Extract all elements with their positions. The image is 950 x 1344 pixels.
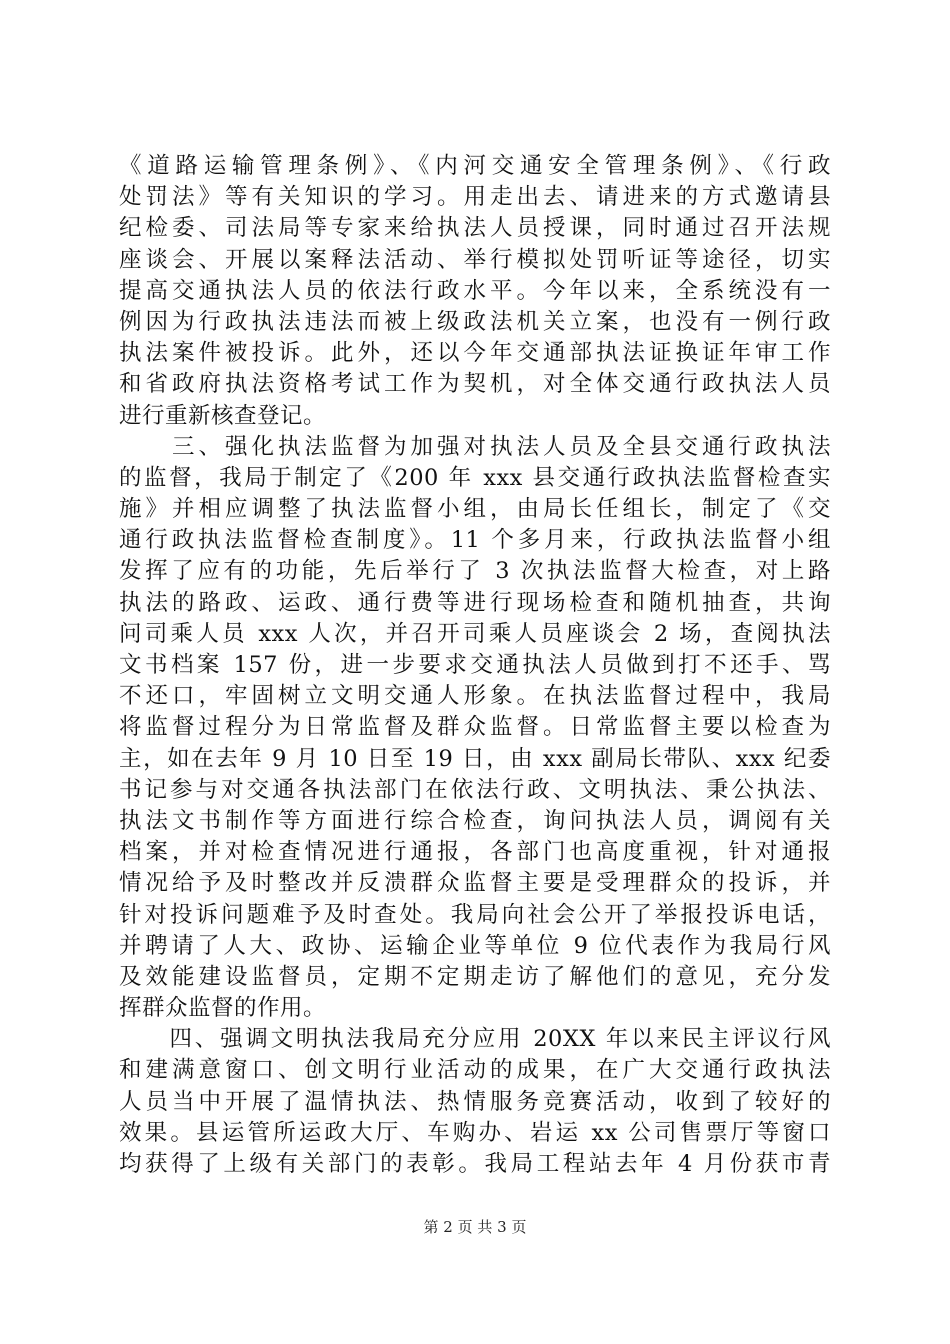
text-line: 纪检委、司法局等专家来给执法人员授课，同时通过召开法规 [119, 215, 831, 242]
text-line: 发挥了应有的功能，先后举行了 3 次执法监督大检查，对上路 [119, 558, 831, 585]
text-line: 和建满意窗口、创文明行业活动的成果，在广大交通行政执法 [119, 1057, 831, 1084]
text-line: 座谈会、开展以案释法活动、举行模拟处罚听证等途径，切实 [119, 246, 831, 273]
text-line: 执法案件被投诉。此外，还以今年交通部执法证换证年审工作 [119, 340, 831, 367]
text-line: 文书档案 157 份，进一步要求交通执法人员做到打不还手、骂 [119, 652, 831, 678]
text-line: 通行政执法监督检查制度》。11 个多月来，行政执法监督小组 [119, 527, 831, 554]
text-line: 《道路运输管理条例》、《内河交通安全管理条例》、《行政 [119, 153, 831, 179]
text-line: 将监督过程分为日常监督及群众监督。日常监督主要以检查为 [119, 714, 831, 741]
text-line: 处罚法》等有关知识的学习。用走出去、请进来的方式邀请县 [119, 184, 831, 211]
text-line: 情况给予及时整改并反溃群众监督主要是受理群众的投诉，并 [119, 870, 831, 897]
text-line: 四、强调文明执法我局充分应用 20XX 年以来民主评议行风 [119, 1026, 831, 1053]
text-line: 问司乘人员 xxx 人次，并召开司乘人员座谈会 2 场，查阅执法 [119, 620, 831, 647]
text-line: 例因为行政执法违法而被上级政法机关立案，也没有一例行政 [119, 308, 831, 335]
text-line: 提高交通执法人员的依法行政水平。今年以来，全系统没有一 [119, 277, 831, 304]
text-line: 施》并相应调整了执法监督小组，由局长任组长，制定了《交 [119, 496, 831, 523]
text-line: 和省政府执法资格考试工作为契机，对全体交通行政执法人员 [119, 371, 831, 398]
document-body [119, 151, 831, 1180]
text-line: 挥群众监督的作用。 [119, 995, 327, 1022]
text-line: 针对投诉问题难予及时查处。我局向社会公开了举报投诉电话， [119, 901, 831, 928]
text-line: 三、强化执法监督为加强对执法人员及全县交通行政执法 [119, 433, 831, 460]
text-line: 进行重新核查登记。 [119, 402, 327, 429]
text-line: 人员当中开展了温情执法、热情服务竞赛活动，收到了较好的 [119, 1088, 831, 1115]
text-line: 均获得了上级有关部门的表彰。我局工程站去年 4 月份获市青 [119, 1151, 831, 1177]
page-footer: 第 2 页 共 3 页 [423, 1218, 527, 1236]
text-line: 效果。县运管所运政大厅、车购办、岩运 xx 公司售票厅等窗口 [119, 1119, 831, 1146]
text-line: 及效能建设监督员，定期不定期走访了解他们的意见，充分发 [119, 963, 831, 990]
text-line: 主，如在去年 9 月 10 日至 19 日，由 xxx 副局长带队、xxx 纪委 [119, 745, 831, 772]
text-line: 执法的路政、运政、通行费等进行现场检查和随机抽查，共询 [119, 589, 831, 616]
text-line: 并聘请了人大、政协、运输企业等单位 9 位代表作为我局行风 [119, 932, 831, 959]
text-line: 的监督，我局于制定了《200 年 xxx 县交通行政执法监督检查实 [119, 464, 831, 491]
text-line: 不还口，牢固树立文明交通人形象。在执法监督过程中，我局 [119, 683, 831, 710]
text-line: 档案，并对检查情况进行通报，各部门也高度重视，针对通报 [119, 839, 831, 866]
text-line: 执法文书制作等方面进行综合检查，询问执法人员，调阅有关 [119, 807, 831, 834]
text-line: 书记参与对交通各执法部门在依法行政、文明执法、秉公执法、 [119, 776, 831, 803]
